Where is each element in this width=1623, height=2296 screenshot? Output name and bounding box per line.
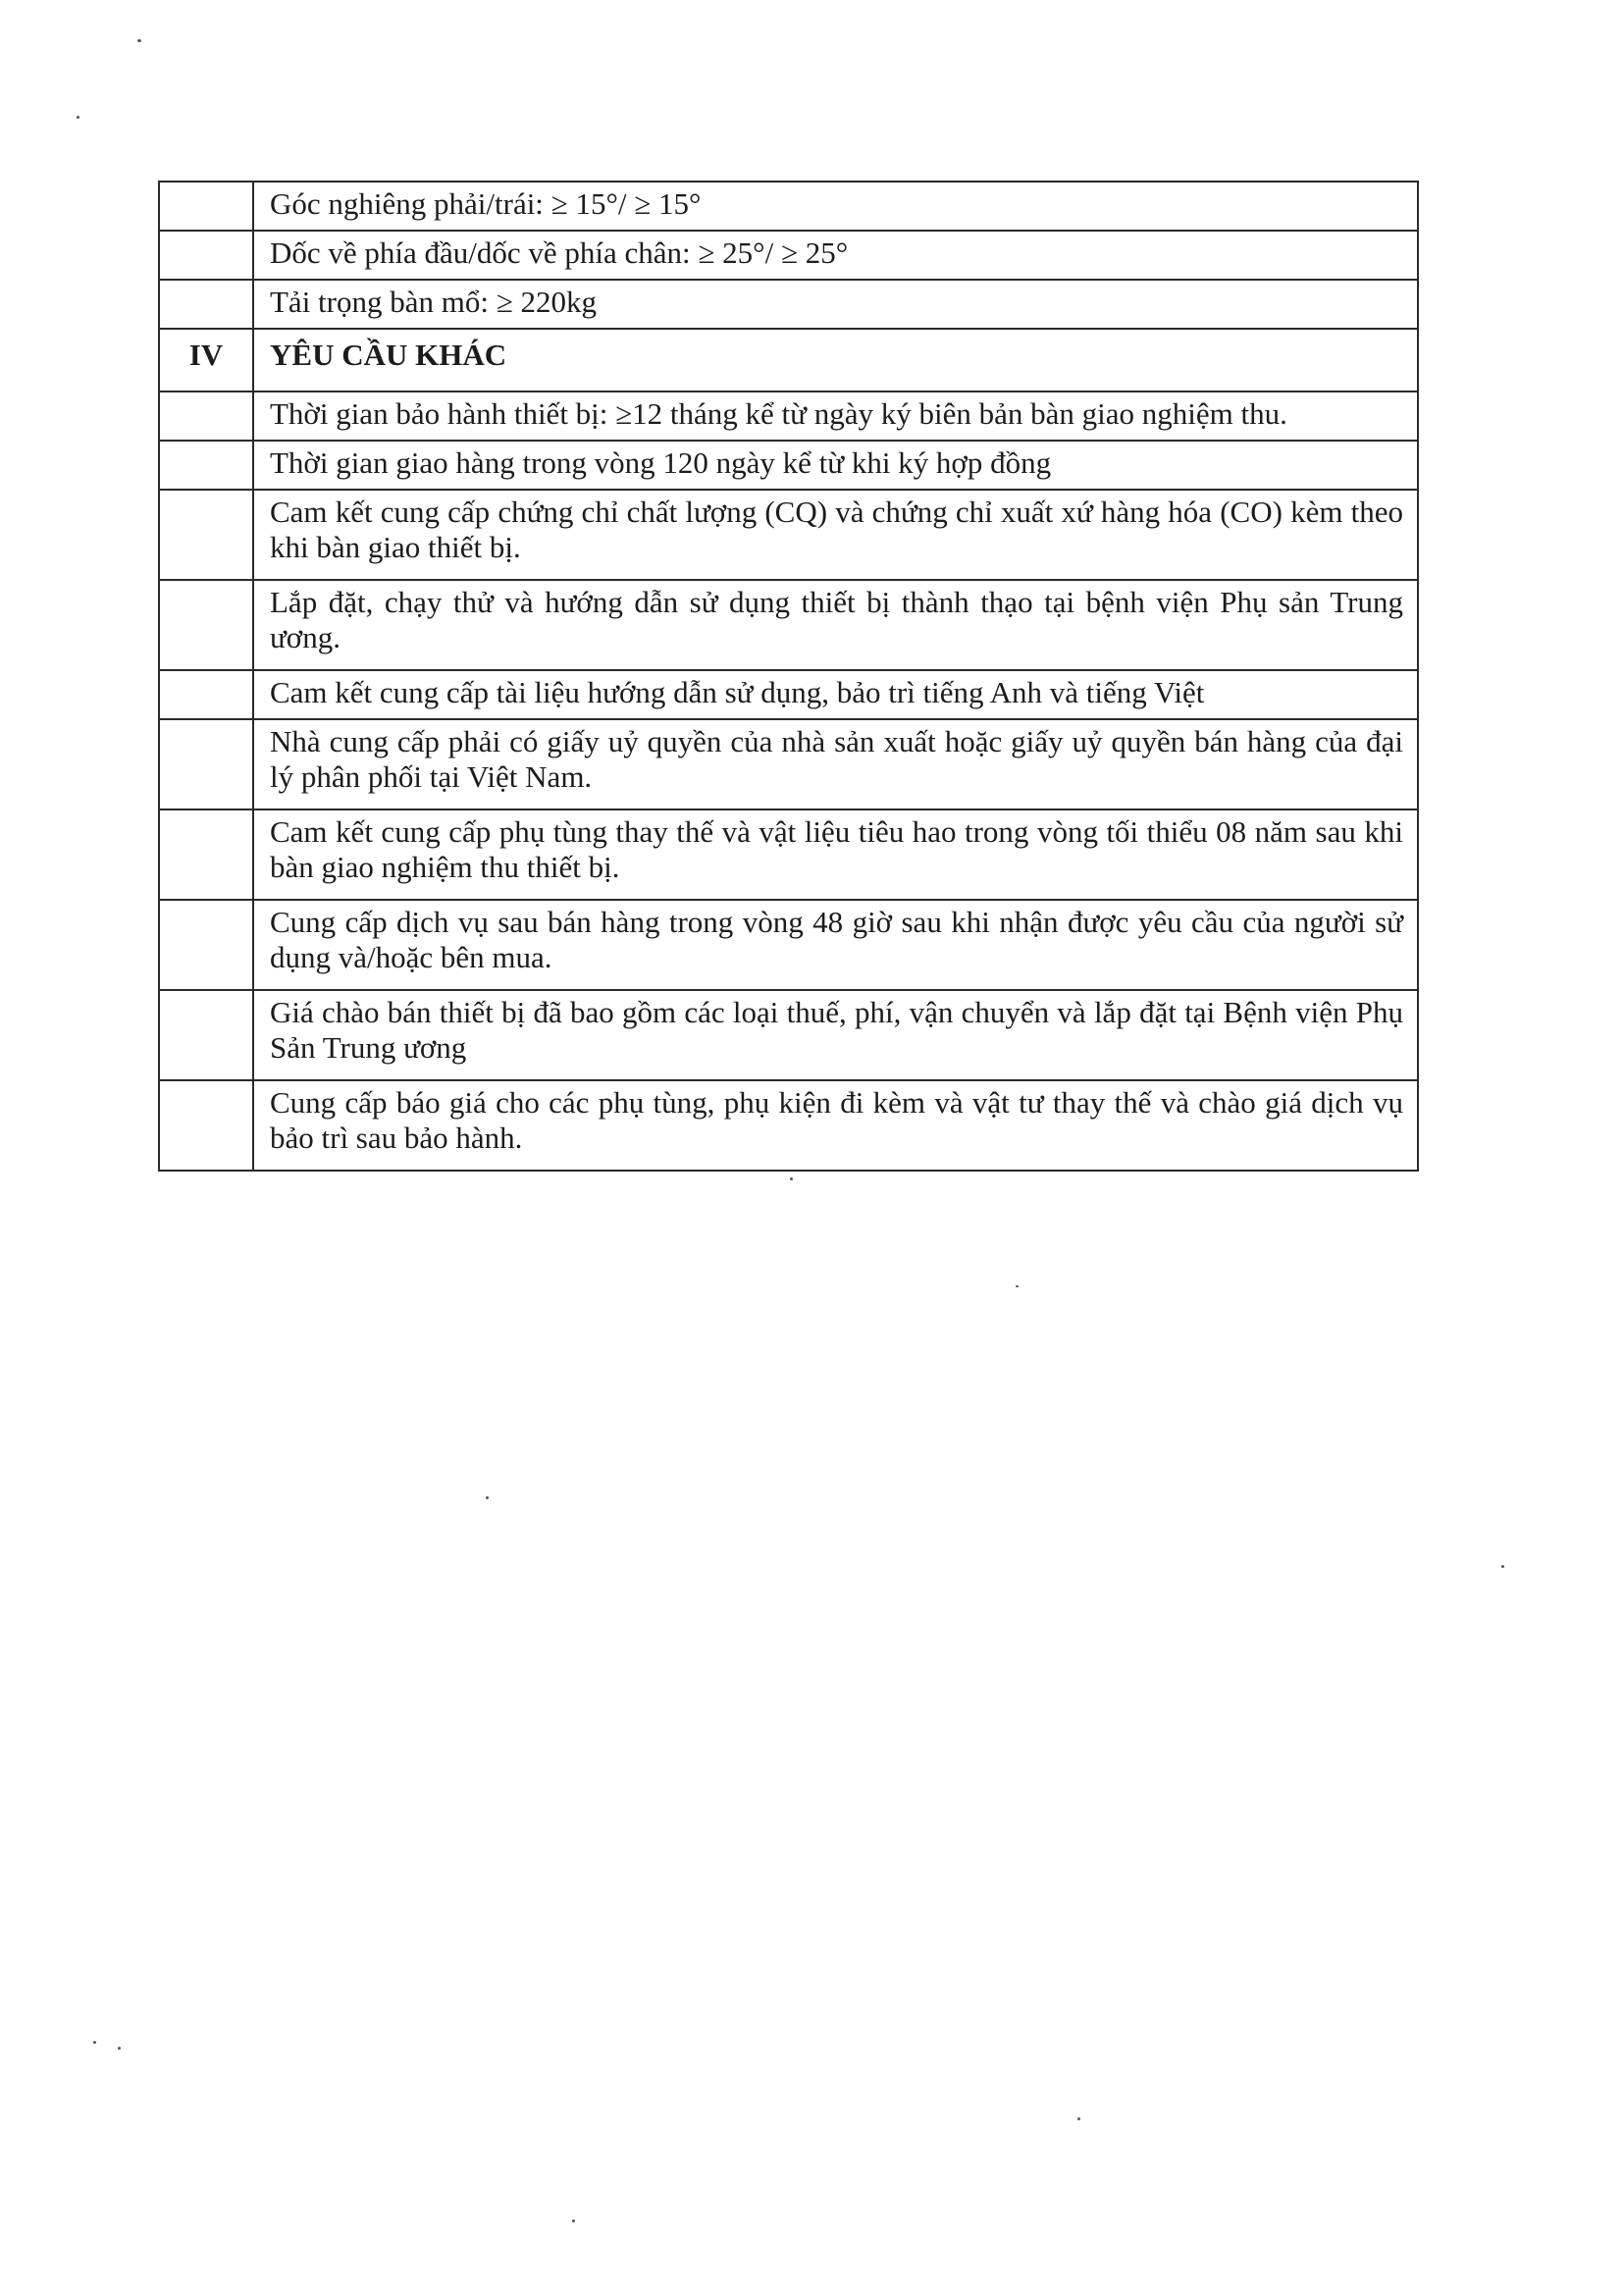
row-number-cell — [159, 441, 253, 490]
section-title: YÊU CẦU KHÁC — [253, 329, 1418, 391]
row-number-cell — [159, 719, 253, 809]
scan-speck — [572, 2219, 575, 2222]
requirement-text: Lắp đặt, chạy thử và hướng dẫn sử dụng thiết bị thành thạo tại bệnh viện Phụ sản Trung ương. — [253, 580, 1418, 670]
scan-speck — [1077, 2117, 1080, 2120]
requirement-text: Cung cấp báo giá cho các phụ tùng, phụ kiện đi kèm và vật tư thay thế và chào giá dịch vụ bảo trì sau bảo hành. — [253, 1080, 1418, 1171]
table-row — [159, 182, 1418, 231]
requirement-text: Tải trọng bàn mổ: ≥ 220kg — [253, 280, 1418, 329]
scan-speck — [486, 1496, 489, 1499]
scan-speck — [790, 1177, 793, 1180]
section-header-row — [159, 329, 1418, 391]
requirement-text: Thời gian giao hàng trong vòng 120 ngày kể từ khi ký hợp đồng — [253, 441, 1418, 490]
requirement-text: Cam kết cung cấp tài liệu hướng dẫn sử dụng, bảo trì tiếng Anh và tiếng Việt — [253, 670, 1418, 719]
requirements-table-body — [159, 182, 1418, 1171]
table-row — [159, 670, 1418, 719]
table-row — [159, 990, 1418, 1080]
table-row — [159, 280, 1418, 329]
row-number-cell — [159, 231, 253, 280]
scan-speck — [93, 2041, 96, 2044]
requirement-text: Cung cấp dịch vụ sau bán hàng trong vòng 48 giờ sau khi nhận được yêu cầu của người sử dụng và/hoặc bên mua. — [253, 900, 1418, 990]
scan-speck — [1501, 1565, 1504, 1568]
requirement-text: Dốc về phía đầu/dốc về phía chân: ≥ 25°/ ≥ 25° — [253, 231, 1418, 280]
row-number-cell — [159, 391, 253, 441]
scan-speck — [77, 116, 79, 119]
table-row — [159, 490, 1418, 580]
requirement-text: Nhà cung cấp phải có giấy uỷ quyền của nhà sản xuất hoặc giấy uỷ quyền bán hàng của đại lý phân phối tại Việt Nam. — [253, 719, 1418, 809]
row-number-cell — [159, 280, 253, 329]
row-number-cell — [159, 900, 253, 990]
table-row — [159, 231, 1418, 280]
row-number-cell — [159, 809, 253, 900]
table-row — [159, 719, 1418, 809]
row-number-cell — [159, 990, 253, 1080]
row-number-cell — [159, 490, 253, 580]
table-row — [159, 580, 1418, 670]
row-number-cell — [159, 670, 253, 719]
table-row — [159, 900, 1418, 990]
table-row — [159, 809, 1418, 900]
table-row — [159, 441, 1418, 490]
table-row — [159, 391, 1418, 441]
row-number-cell — [159, 182, 253, 231]
scan-speck — [1016, 1285, 1019, 1287]
row-number-cell — [159, 1080, 253, 1171]
scan-speck — [118, 2047, 121, 2050]
requirements-table — [158, 181, 1419, 1172]
requirement-text: Góc nghiêng phải/trái: ≥ 15°/ ≥ 15° — [253, 182, 1418, 231]
row-number-cell — [159, 580, 253, 670]
requirement-text: Cam kết cung cấp chứng chỉ chất lượng (CQ) và chứng chỉ xuất xứ hàng hóa (CO) kèm theo khi bàn giao thiết bị. — [253, 490, 1418, 580]
table-row — [159, 1080, 1418, 1171]
requirement-text: Giá chào bán thiết bị đã bao gồm các loại thuế, phí, vận chuyển và lắp đặt tại Bệnh viện Phụ Sản Trung ương — [253, 990, 1418, 1080]
requirement-text: Cam kết cung cấp phụ tùng thay thế và vật liệu tiêu hao trong vòng tối thiểu 08 năm sau khi bàn giao nghiệm thu thiết bị. — [253, 809, 1418, 900]
requirement-text: Thời gian bảo hành thiết bị: ≥12 tháng kể từ ngày ký biên bản bàn giao nghiệm thu. — [253, 391, 1418, 441]
scan-speck — [137, 39, 141, 42]
row-number-cell: IV — [159, 329, 253, 391]
